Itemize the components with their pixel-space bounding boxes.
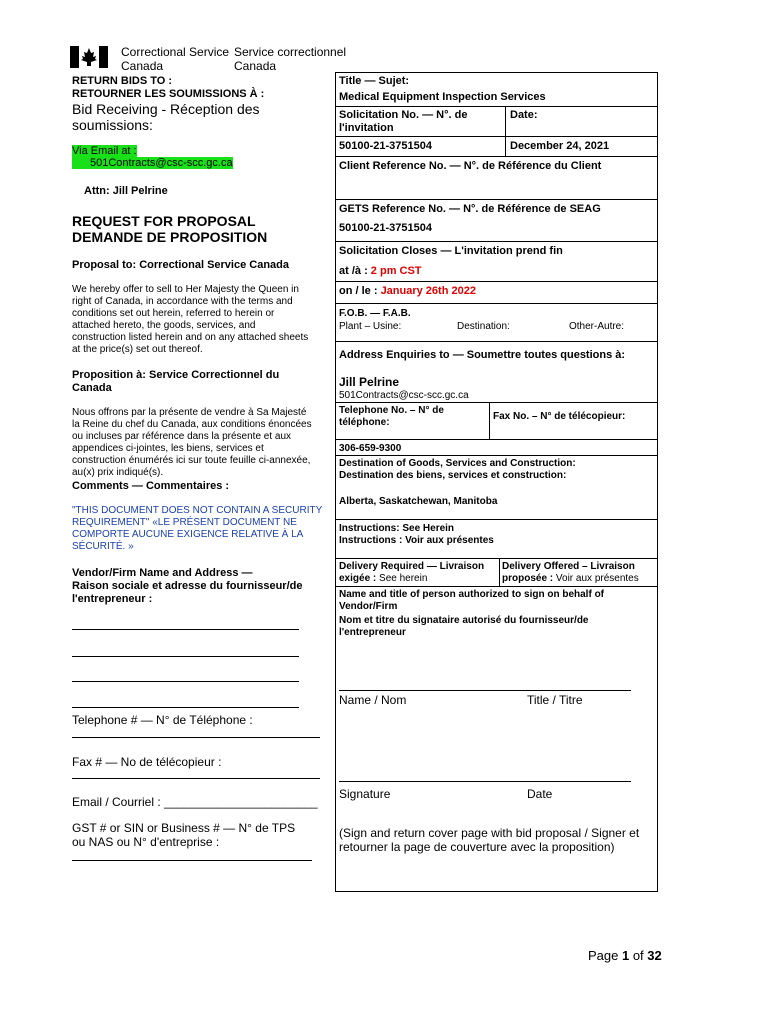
proposition-text: Nous offrons par la présente de vendre à Sa Majesté la Reine du chef du Canada, aux conditions énoncées ou incluses par référence dans la présente et aux appendices ci-jointes, les biens, services et construction énumérés ici sur toute feuille ci-annexée, au(x) prix indiqué(s).	[72, 407, 312, 478]
dept-fr-line2: Canada	[234, 59, 277, 73]
vendor-label-en: Vendor/Firm Name and Address —	[72, 567, 253, 579]
divider	[335, 402, 658, 403]
title-label-2: Title / Titre	[527, 693, 583, 707]
instructions-en: Instructions: See Herein	[339, 523, 455, 534]
solicitation-date: December 24, 2021	[510, 140, 610, 152]
rfp-title-fr: DEMANDE DE PROPOSITION	[72, 229, 268, 245]
attn-label: Attn: Jill Pelrine	[84, 185, 168, 197]
at-label: at /à :	[339, 265, 371, 277]
divider	[335, 558, 658, 559]
dept-en-line2: Canada	[121, 59, 164, 73]
divider	[489, 402, 490, 439]
telephone-label: Telephone # — N° de Téléphone :	[72, 713, 253, 727]
closing-date: January 26th 2022	[380, 285, 476, 297]
delivery-required-label: Delivery Required — Livraison exigée :	[339, 561, 485, 584]
telephone-number: 306-659-9300	[339, 443, 402, 454]
divider	[335, 281, 658, 282]
name-title-signature-line[interactable]	[339, 690, 631, 691]
page-current: 1	[621, 948, 630, 963]
divider	[335, 519, 658, 520]
page-prefix: Page	[588, 948, 622, 963]
authorized-en: Name and title of person authorized to sign on behalf of Vendor/Firm	[339, 589, 605, 612]
gets-reference-label: GETS Reference No. — N°. de Référence de SEAG	[339, 203, 601, 215]
on-label: on / le :	[339, 285, 381, 297]
destination-goods-en: Destination of Goods, Services and Construction:	[339, 458, 576, 469]
gst-input-line[interactable]	[72, 860, 312, 861]
fax-no-label: Fax No. – N° de télécopieur:	[493, 411, 626, 422]
page-total: 32	[647, 948, 662, 963]
dept-en-line1: Correctional Service	[121, 45, 230, 59]
title-value: Medical Equipment Inspection Services	[339, 91, 546, 103]
enquiries-label: Address Enquiries to — Soumettre toutes questions à:	[339, 349, 626, 361]
divider	[335, 199, 658, 200]
destination-goods-fr: Destination des biens, services et construction:	[339, 470, 567, 481]
sign-return-note: (Sign and return cover page with bid proposal / Signer et retourner la page de couverture avec la proposition)	[339, 826, 640, 854]
fax-input-line[interactable]	[72, 778, 320, 779]
vendor-address-line-4[interactable]	[72, 707, 299, 708]
bid-email-link[interactable]: 501Contracts@csc-scc.gc.ca	[72, 157, 233, 169]
destination-value: Alberta, Saskatchewan, Manitoba	[339, 496, 498, 507]
divider	[505, 106, 506, 157]
divider	[335, 455, 658, 456]
page-of: of	[629, 948, 648, 963]
divider	[335, 136, 658, 137]
proposition-a: Proposition à: Service Correctionnel du Canada	[72, 369, 280, 394]
security-note: "THIS DOCUMENT DOES NOT CONTAIN A SECURITY REQUIREMENT" «LE PRÉSENT DOCUMENT NE COMPORTE AUCUNE EXIGENCE RELATIVE À LA SÉCURITÉ. »	[72, 505, 323, 552]
divider	[335, 106, 658, 107]
divider	[335, 241, 658, 242]
vendor-address-line-1[interactable]	[72, 629, 299, 630]
email-label: Email / Courriel : _______________________	[72, 795, 318, 809]
client-reference-label: Client Reference No. — N°. de Référence du Client	[339, 160, 602, 172]
telephone-input-line[interactable]	[72, 737, 320, 738]
bid-receiving: Bid Receiving - Réception des soumissions:	[72, 101, 260, 133]
vendor-address-line-2[interactable]	[72, 656, 299, 657]
department-name-fr	[234, 45, 346, 73]
contact-email[interactable]: 501Contracts@csc-scc.gc.ca	[339, 390, 469, 401]
divider	[335, 439, 658, 440]
via-email-label: Via Email at :	[72, 145, 137, 157]
rfp-title-en: REQUEST FOR PROPOSAL	[72, 213, 256, 229]
proposal-text: We hereby offer to sell to Her Majesty the Queen in right of Canada, in accordance with the terms and conditions set out herein, referred to herein or attached hereto, the goods, services, and construction listed herein and on any attached sheets at the price(s) set out thereof.	[72, 284, 309, 355]
signature-date-line[interactable]	[339, 781, 631, 782]
page-number	[588, 948, 662, 963]
authorized-fr: Nom et titre du signataire autorisé du fournisseur/de l'entrepreneur	[339, 615, 589, 638]
gst-label-1: GST # or SIN or Business # — N° de TPS	[72, 821, 296, 835]
fob-destination: Destination:	[457, 321, 510, 332]
comments-label: Comments — Commentaires :	[72, 480, 230, 492]
vendor-address-line-3[interactable]	[72, 681, 299, 682]
return-bids-en: RETURN BIDS TO :	[72, 75, 173, 87]
telephone-no-label: Telephone No. – N° de téléphone:	[339, 405, 444, 428]
closes-label: Solicitation Closes — L'invitation prend fin	[339, 245, 563, 257]
vendor-label-fr: Raison sociale et adresse du fournisseur/de l'entrepreneur :	[72, 580, 303, 605]
divider	[335, 303, 658, 304]
department-name-en	[121, 45, 229, 73]
signature-label: Signature	[339, 787, 391, 801]
canada-flag-icon	[70, 46, 108, 68]
instructions-fr: Instructions : Voir aux présentes	[339, 535, 494, 546]
delivery-offered-label: Delivery Offered – Livraison proposée :	[502, 561, 635, 584]
fob-other: Other-Autre:	[569, 321, 625, 332]
fob-label: F.O.B. — F.A.B.	[339, 308, 411, 319]
divider	[335, 156, 658, 157]
divider	[335, 341, 658, 342]
contact-name: Jill Pelrine	[339, 375, 400, 389]
right-info-box	[335, 72, 658, 892]
gst-label-2: ou NAS ou N° d'entreprise :	[72, 835, 220, 849]
divider	[335, 586, 658, 587]
solicitation-label: Solicitation No. — N°. de l'invitation	[339, 109, 468, 134]
closing-time: 2 pm CST	[370, 265, 422, 277]
gets-reference-number: 50100-21-3751504	[339, 222, 432, 234]
fax-label: Fax # — No de télécopieur :	[72, 755, 222, 769]
solicitation-number: 50100-21-3751504	[339, 140, 432, 152]
delivery-required-value: See herein	[376, 573, 428, 584]
divider	[499, 558, 500, 586]
date-label: Date:	[510, 109, 538, 121]
return-bids-fr: RETOURNER LES SOUMISSIONS À :	[72, 88, 265, 100]
proposal-to: Proposal to: Correctional Service Canada	[72, 259, 290, 271]
name-label: Name / Nom	[339, 693, 407, 707]
dept-fr-line1: Service correctionnel	[234, 45, 347, 59]
title-label: Title — Sujet:	[339, 75, 410, 87]
delivery-offered-value: Voir aux présentes	[553, 573, 639, 584]
date-label-2: Date	[527, 787, 553, 801]
fob-plant: Plant – Usine:	[339, 321, 402, 332]
